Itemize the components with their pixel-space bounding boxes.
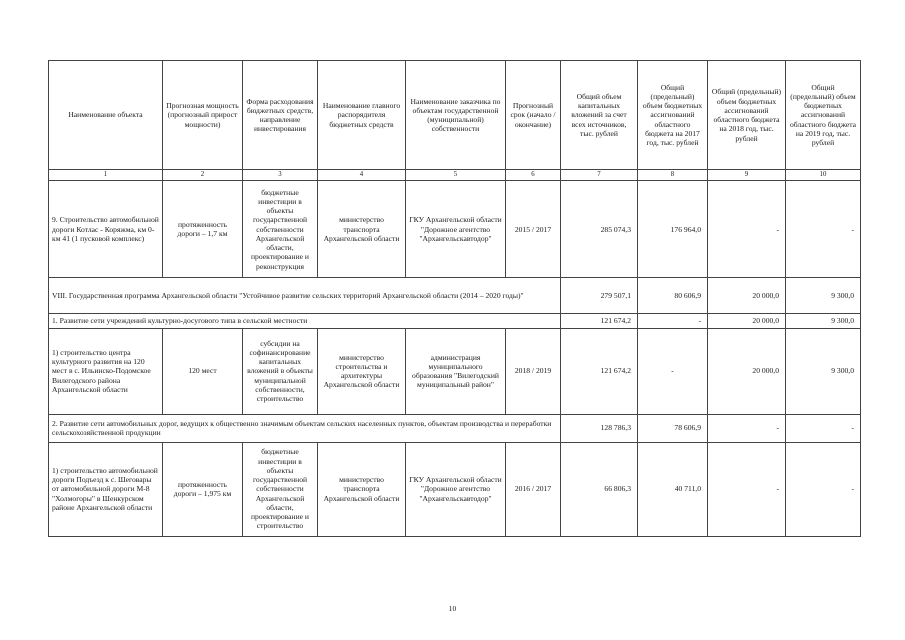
column-number: 6 <box>506 170 561 181</box>
total-investment: 128 786,3 <box>561 414 638 442</box>
spending-form: бюджетные инвестиции в объекты государственной собственности Архангельской области, проектирование и строительство <box>243 442 318 536</box>
budget-2019: - <box>786 442 861 536</box>
column-number: 4 <box>318 170 406 181</box>
budget-2019: - <box>786 414 861 442</box>
object-name: 1) строительство центра культурного развития на 120 мест в с. Ильинско-Подомское Вилегодского района Архангельской области <box>49 328 163 414</box>
customer: ГКУ Архангельской области "Дорожное агентство "Архангельскавтодор" <box>406 181 506 278</box>
budget-2019: 9 300,0 <box>786 314 861 328</box>
budget-2019: 9 300,0 <box>786 328 861 414</box>
header-cell: Прогнозная мощность (прогнозный прирост мощности) <box>163 61 243 170</box>
column-number-row <box>49 170 861 181</box>
term: 2018 / 2019 <box>506 328 561 414</box>
header-cell: Наименование объекта <box>49 61 163 170</box>
header-cell: Наименование главного распорядителя бюджетных средств <box>318 61 406 170</box>
term: 2016 / 2017 <box>506 442 561 536</box>
total-investment: 279 507,1 <box>561 278 638 314</box>
column-number: 9 <box>708 170 786 181</box>
term: 2015 / 2017 <box>506 181 561 278</box>
object-name: 9. Строительство автомобильной дороги Котлас - Коряжма, км 0-км 41 (1 пусковой комплекс) <box>49 181 163 278</box>
total-investment: 66 806,3 <box>561 442 638 536</box>
budget-2017: 40 711,0 <box>638 442 708 536</box>
capacity: 120 мест <box>163 328 243 414</box>
budget-2017: - <box>638 328 708 414</box>
budget-distributor: министерство транспорта Архангельской области <box>318 442 406 536</box>
budget-2018: 20 000,0 <box>708 328 786 414</box>
column-number: 1 <box>49 170 163 181</box>
page-number: 10 <box>448 604 457 613</box>
customer: администрация муниципального образования "Вилегодский муниципальный район" <box>406 328 506 414</box>
table-row <box>49 181 861 278</box>
budget-2018: - <box>708 442 786 536</box>
total-investment: 285 074,3 <box>561 181 638 278</box>
header-cell: Форма расходования бюджетных средств, направление инвестирования <box>243 61 318 170</box>
budget-distributor: министерство строительства и архитектуры Архангельской области <box>318 328 406 414</box>
budget-2017: 78 606,9 <box>638 414 708 442</box>
capacity: протяженность дороги – 1,7 км <box>163 181 243 278</box>
subsection-title: 2. Развитие сети автомобильных дорог, ведущих к общественно значимым объектам сельских населенных пунктов, объектам производства и переработки сельскохозяйственной продукции <box>49 414 561 442</box>
budget-2018: 20 000,0 <box>708 278 786 314</box>
spending-form: бюджетные инвестиции в объекты государственной собственности Архангельской области, проектирование и реконструкция <box>243 181 318 278</box>
budget-distributor: министерство транспорта Архангельской области <box>318 181 406 278</box>
table-row <box>49 442 861 536</box>
column-number: 10 <box>786 170 861 181</box>
budget-2018: 20 000,0 <box>708 314 786 328</box>
budget-2019: 9 300,0 <box>786 278 861 314</box>
header-row <box>49 61 861 170</box>
subsection-title: 1. Развитие сети учреждений культурно-досугового типа в сельской местности <box>49 314 561 328</box>
total-investment: 121 674,2 <box>561 328 638 414</box>
column-number: 3 <box>243 170 318 181</box>
header-cell: Общий (предельный) объем бюджетных ассигнований областного бюджета на 2018 год, тыс. рублей <box>708 61 786 170</box>
column-number: 8 <box>638 170 708 181</box>
investment-table <box>48 60 861 537</box>
budget-2018: - <box>708 414 786 442</box>
table-row <box>49 328 861 414</box>
budget-2017: - <box>638 314 708 328</box>
column-number: 2 <box>163 170 243 181</box>
section-title: VIII. Государственная программа Архангельской области "Устойчивое развитие сельских территорий Архангельской области (2014 – 2020 годы)" <box>49 278 561 314</box>
budget-2019: - <box>786 181 861 278</box>
column-number: 5 <box>406 170 506 181</box>
capacity: протяженность дороги – 1,975 км <box>163 442 243 536</box>
header-cell: Общий (предельный) объем бюджетных ассигнований областного бюджета на 2017 год, тыс. рублей <box>638 61 708 170</box>
total-investment: 121 674,2 <box>561 314 638 328</box>
budget-2018: - <box>708 181 786 278</box>
subsection-row <box>49 414 861 442</box>
customer: ГКУ Архангельской области "Дорожное агентство "Архангельскавтодор" <box>406 442 506 536</box>
header-cell: Общий (предельный) объем бюджетных ассигнований областного бюджета на 2019 год, тыс. рублей <box>786 61 861 170</box>
subsection-row <box>49 314 861 328</box>
header-cell: Наименование заказчика по объектам государственной (муниципальной) собственности <box>406 61 506 170</box>
section-row <box>49 278 861 314</box>
column-number: 7 <box>561 170 638 181</box>
budget-2017: 80 606,9 <box>638 278 708 314</box>
budget-2017: 176 964,0 <box>638 181 708 278</box>
header-cell: Прогнозный срок (начало / окончание) <box>506 61 561 170</box>
header-cell: Общий объем капитальных вложений за счет всех источников, тыс. рублей <box>561 61 638 170</box>
spending-form: субсидии на софинансирование капитальных вложений в объекты муниципальной собственности, строительство <box>243 328 318 414</box>
object-name: 1) строительство автомобильной дороги Подъезд к с. Шеговары от автомобильной дороги М-8 "Холмогоры" в Шенкурском районе Архангельской области <box>49 442 163 536</box>
